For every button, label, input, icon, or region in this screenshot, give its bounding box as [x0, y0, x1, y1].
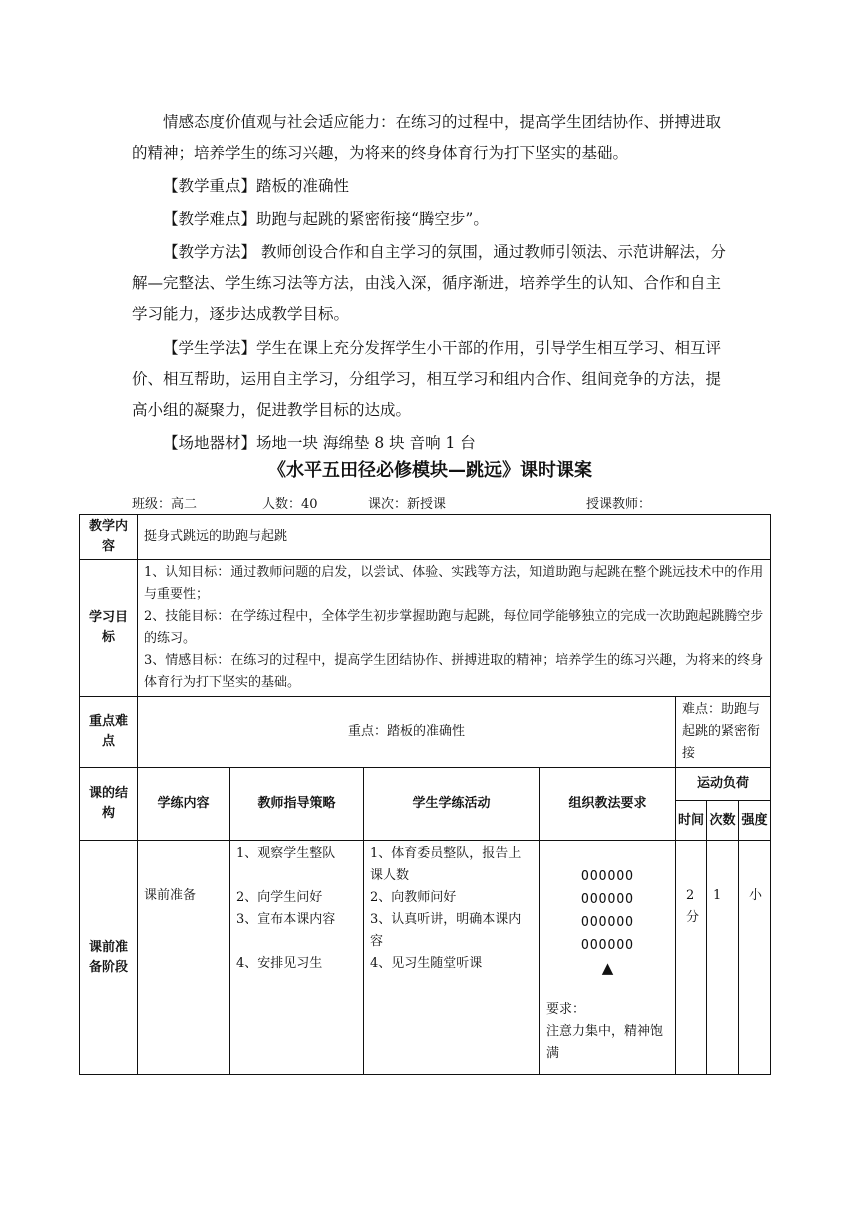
stage-teacher [230, 841, 364, 1075]
stage-time: 2分 [676, 841, 707, 1075]
method-paragraph: 【教学方法】 教师创设合作和自主学习的氛围，通过教师引领法、示范讲解法，分解—完整法、学生练习法等方法，由浅入深，循序渐进，培养学生的认知、合作和自主学习能力，逐步达成教学目标。 [132, 243, 726, 323]
stage-times: 1 [707, 841, 739, 1075]
teacher-position-marker: ▲ [601, 959, 614, 977]
teacher-step: 3、宣布本课内容 [236, 912, 336, 927]
requirement-text: 注意力集中，精神饱满 [546, 1024, 664, 1061]
goal-affective: 3、情感目标：在练习的过程中，提高学生团结协作、拼搏进取的精神；培养学生的练习兴趣，为将来的终身体育行为打下坚实的基础。 [144, 653, 764, 690]
student-method-paragraph: 【学生学法】学生在课上充分发挥学生小干部的作用，引导学生相互学习、相互评价、相互帮助，运用自主学习，分组学习，相互学习和组内合作、组间竞争的方法，提高小组的凝聚力，促进教学目标的达成。 [132, 339, 722, 419]
stage-student [364, 841, 540, 1075]
intro-text [132, 107, 732, 459]
formation-row: OOOOOO [581, 938, 634, 953]
header-org: 组织教法要求 [540, 768, 676, 841]
stage-intensity: 小 [739, 841, 771, 1075]
header-structure: 课的结构 [80, 768, 138, 841]
meta-teacher: 授课教师： [586, 497, 652, 512]
student-step: 1、体育委员整队，报告上课人数 [370, 846, 522, 883]
student-step: 2、向教师问好 [370, 890, 457, 905]
stage-org [540, 841, 676, 1075]
student-step: 3、认真听讲，明确本课内容 [370, 912, 522, 949]
goal-skill: 2、技能目标：在学练过程中，全体学生初步掌握助跑与起跳，每位同学能够独立的完成一次助跑起跳腾空步的练习。 [144, 609, 764, 646]
content-value: 挺身式跳远的助跑与起跳 [138, 515, 771, 560]
lesson-title: 《水平五田径必修模块—跳远》课时课案 [268, 460, 592, 481]
content-label: 教学内容 [80, 515, 138, 560]
header-content: 学练内容 [138, 768, 230, 841]
teacher-step: 4、安排见习生 [236, 956, 323, 971]
difficulty-paragraph: 【教学难点】助跑与起跳的紧密衔接“腾空步”。 [163, 210, 489, 228]
key-point-cell: 重点：踏板的准确性 [138, 697, 676, 768]
student-step: 4、见习生随堂听课 [370, 956, 483, 971]
meta-class: 班级：高二 [132, 497, 198, 512]
goal-cognitive: 1、认知目标：通过教师问题的启发，以尝试、体验、实践等方法，知道助跑与起跳在整个跳远技术中的作用与重要性； [144, 565, 764, 602]
formation-row: OOOOOO [581, 915, 634, 930]
goals-label: 学习目标 [80, 560, 138, 697]
meta-lesson: 课次：新授课 [368, 497, 447, 512]
lesson-plan-table [79, 514, 771, 1075]
teacher-step: 2、向学生问好 [236, 890, 323, 905]
meta-count: 人数：40 [262, 497, 318, 512]
teacher-step: 1、观察学生整队 [236, 846, 336, 861]
equipment-paragraph: 【场地器材】场地一块 海绵垫 8 块 音响 1 台 [163, 434, 476, 452]
difficulty-cell: 难点：助跑与起跳的紧密衔接 [676, 697, 771, 768]
stage-content: 课前准备 [138, 841, 230, 1075]
header-load: 运动负荷 [676, 768, 771, 801]
key-point-paragraph: 【教学重点】踏板的准确性 [163, 177, 350, 195]
formation-row: OOOOOO [581, 869, 634, 884]
header-student: 学生学练活动 [364, 768, 540, 841]
kd-label: 重点难点 [80, 697, 138, 768]
header-teacher: 教师指导策略 [230, 768, 364, 841]
header-times: 次数 [707, 801, 739, 841]
header-time: 时间 [676, 801, 707, 841]
requirement-label: 要求： [546, 1002, 586, 1017]
affective-paragraph: 情感态度价值观与社会适应能力：在练习的过程中，提高学生团结协作、拼搏进取的精神；培养学生的练习兴趣，为将来的终身体育行为打下坚实的基础。 [132, 113, 722, 162]
goals-cell [138, 560, 771, 697]
formation-row: OOOOOO [581, 892, 634, 907]
header-intensity: 强度 [739, 801, 771, 841]
stage-name: 课前准备阶段 [80, 841, 138, 1075]
